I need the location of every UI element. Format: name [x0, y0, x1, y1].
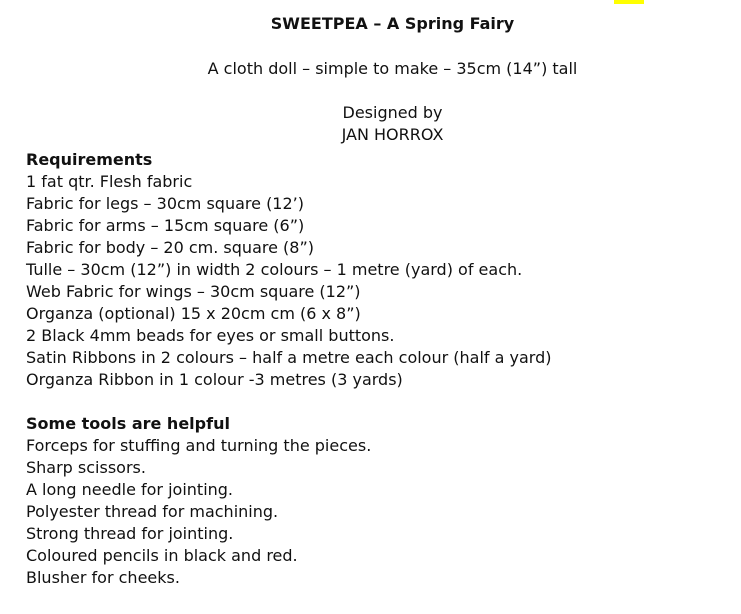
requirement-item: Fabric for arms – 15cm square (6”)	[26, 216, 305, 235]
requirement-item: Fabric for body – 20 cm. square (8”)	[26, 238, 314, 257]
tools-heading: Some tools are helpful	[26, 414, 230, 433]
tool-item: A long needle for jointing.	[26, 480, 234, 499]
tool-item: Coloured pencils in black and red.	[26, 546, 298, 565]
title-rest: – A Spring Fairy	[367, 14, 515, 33]
tool-item: Strong thread for jointing.	[26, 524, 234, 543]
tools-section	[26, 413, 371, 589]
tool-item: Forceps for stuffing and turning the pieces.	[26, 436, 372, 455]
requirement-item: Web Fabric for wings – 30cm square (12”)	[26, 282, 361, 301]
requirements-section	[26, 149, 551, 391]
requirement-item: 1 fat qtr. Flesh fabric	[26, 172, 193, 191]
tool-item: Blusher for cheeks.	[26, 568, 180, 587]
designed-by: Designed by	[342, 103, 443, 122]
requirement-item: Tulle – 30cm (12”) in width 2 colours – 1 metre (yard) of each.	[26, 260, 523, 279]
requirement-item: Organza (optional) 15 x 20cm cm (6 x 8”)	[26, 304, 361, 323]
designer-name: JAN HORROX	[341, 125, 444, 144]
highlight-mark	[614, 0, 644, 4]
tool-item: Sharp scissors.	[26, 458, 146, 477]
title-bold: SWEETPEA	[270, 14, 368, 33]
requirements-heading: Requirements	[26, 150, 153, 169]
page-title	[0, 13, 741, 35]
requirement-item: Satin Ribbons in 2 colours – half a metre each colour (half a yard)	[26, 348, 552, 367]
requirement-item: Organza Ribbon in 1 colour -3 metres (3 yards)	[26, 370, 403, 389]
requirement-item: 2 Black 4mm beads for eyes or small buttons.	[26, 326, 395, 345]
requirement-item: Fabric for legs – 30cm square (12’)	[26, 194, 304, 213]
subtitle: A cloth doll – simple to make – 35cm (14”) tall	[207, 59, 578, 78]
tool-item: Polyester thread for machining.	[26, 502, 279, 521]
